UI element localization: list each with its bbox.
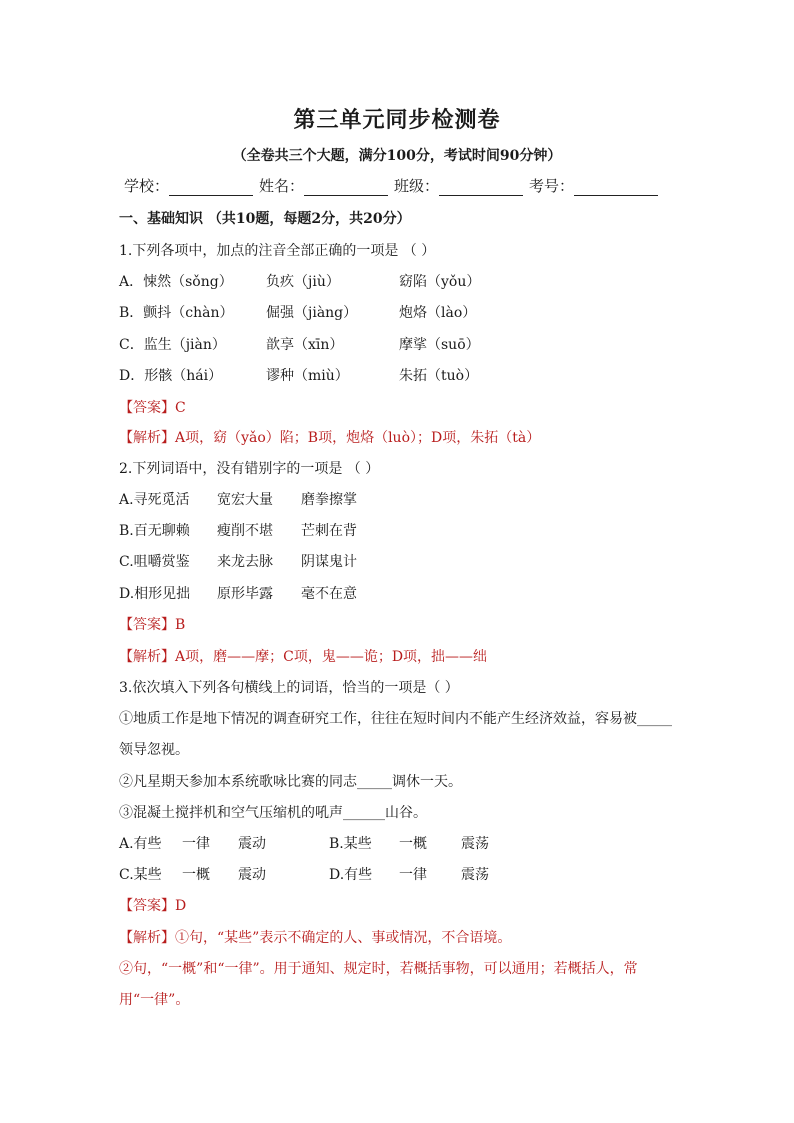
school-label: 学校： <box>124 177 170 195</box>
q1-option-d-3: 朱拓（tuò） <box>399 368 479 384</box>
class-blank[interactable] <box>439 181 523 196</box>
page-title: 第三单元同步检测卷 <box>293 107 501 133</box>
q3-answer: 【答案】D <box>119 898 187 914</box>
page-subtitle: （全卷共三个大题，满分100分，考试时间90分钟） <box>232 148 562 164</box>
name-label: 姓名： <box>259 177 305 195</box>
q3-analysis-3: 用“一律”。 <box>119 992 190 1008</box>
class-label: 班级： <box>394 177 440 195</box>
q2-option-c-1: C.咀嚼赏鉴 <box>119 554 190 570</box>
exam-no-label: 考号： <box>529 177 575 195</box>
q2-option-d-2: 原形毕露 <box>217 586 273 602</box>
q2-option-a-3: 磨拳擦掌 <box>301 492 357 508</box>
q1-option-c-2: 歆享（xīn） <box>266 337 344 353</box>
q1-option-b-1: B．颤抖（chàn） <box>119 305 234 321</box>
q3-option-c-3: 震动 <box>238 867 266 883</box>
q3-option-a-2: 一律 <box>182 836 210 852</box>
q3-analysis-2: ②句，“一概”和“一律”。用于通知、规定时，若概括事物，可以通用；若概括人，常 <box>119 961 638 977</box>
q1-option-c-1: C．监生（jiàn） <box>119 337 226 353</box>
q3-option-b-1: B.某些 <box>329 836 372 852</box>
q2-option-a-2: 宽宏大量 <box>217 492 273 508</box>
q2-answer: 【答案】B <box>119 617 186 633</box>
q3-stem: 3.依次填入下列各句横线上的词语，恰当的一项是（ ） <box>119 680 459 696</box>
q1-option-d-2: 谬种（miù） <box>266 368 349 384</box>
q3-analysis-1: 【解析】①句，“某些”表示不确定的人、事或情况，不合语境。 <box>119 930 512 946</box>
q3-option-d-1: D.有些 <box>329 867 373 883</box>
q3-sentence-3: ③混凝土搅拌机和空气压缩机的吼声______山谷。 <box>119 805 427 821</box>
q2-stem: 2.下列词语中，没有错别字的一项是 （ ） <box>119 461 380 477</box>
student-info-line <box>124 175 684 196</box>
q2-analysis: 【解析】A项，磨——摩；C项，鬼——诡；D项，拙——绌 <box>119 649 488 665</box>
name-blank[interactable] <box>304 181 388 196</box>
q3-sentence-2: ②凡星期天参加本系统歌咏比赛的同志_____调休一天。 <box>119 774 462 790</box>
q3-option-d-3: 震荡 <box>461 867 489 883</box>
q2-option-b-1: B.百无聊赖 <box>119 523 190 539</box>
q1-analysis: 【解析】A项，窈（yǎo）陷；B项，炮烙（luò）；D项，朱拓（tà） <box>119 430 541 446</box>
q1-option-d-1: D．形骸（hái） <box>119 368 223 384</box>
q2-option-c-3: 阴谋鬼计 <box>301 554 357 570</box>
q3-option-c-1: C.某些 <box>119 867 162 883</box>
q3-option-d-2: 一律 <box>399 867 427 883</box>
q1-stem: 1.下列各项中，加点的注音全部正确的一项是 （ ） <box>119 243 436 259</box>
exam-no-blank[interactable] <box>574 181 658 196</box>
q1-option-a-1: A．悚然（sǒng） <box>119 274 233 290</box>
q1-answer: 【答案】C <box>119 400 186 416</box>
q3-sentence-1b: 领导忽视。 <box>119 742 189 758</box>
q1-option-b-3: 炮烙（lào） <box>399 305 477 321</box>
q2-option-d-1: D.相形见拙 <box>119 586 191 602</box>
q3-option-c-2: 一概 <box>182 867 210 883</box>
q1-option-a-3: 窈陷（yǒu） <box>399 274 481 290</box>
section-heading: 一、基础知识 （共10题，每题2分，共20分） <box>119 211 411 227</box>
q3-sentence-1a: ①地质工作是地下情况的调查研究工作，往往在短时间内不能产生经济效益，容易被_____ <box>119 711 672 727</box>
q3-option-b-2: 一概 <box>399 836 427 852</box>
q1-option-c-3: 摩挲（suō） <box>399 337 480 353</box>
school-blank[interactable] <box>169 181 253 196</box>
q3-option-a-3: 震动 <box>238 836 266 852</box>
q2-option-a-1: A.寻死觅活 <box>119 492 190 508</box>
q1-option-b-2: 倔强（jiàng） <box>266 305 358 321</box>
q2-option-b-3: 芒刺在背 <box>301 523 357 539</box>
q2-option-c-2: 来龙去脉 <box>217 554 273 570</box>
q2-option-b-2: 瘦削不堪 <box>217 523 273 539</box>
q1-option-a-2: 负疚（jiù） <box>266 274 340 290</box>
q3-option-a-1: A.有些 <box>119 836 162 852</box>
q3-option-b-3: 震荡 <box>461 836 489 852</box>
q2-option-d-3: 毫不在意 <box>301 586 357 602</box>
